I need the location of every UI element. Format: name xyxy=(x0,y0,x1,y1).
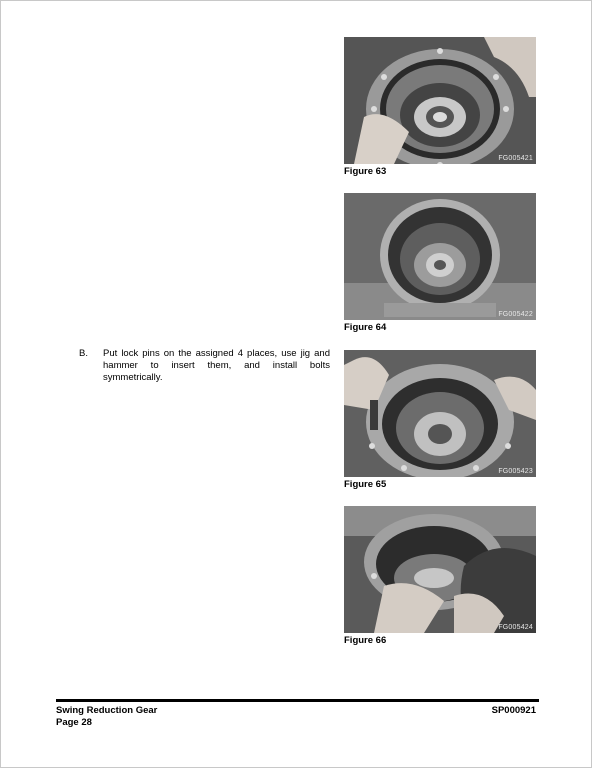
figure-code: FG005424 xyxy=(498,624,533,631)
figure-caption: Figure 64 xyxy=(344,322,387,333)
figure-64 xyxy=(344,193,536,333)
figure-65 xyxy=(344,350,536,490)
figure-photo xyxy=(344,506,536,633)
figure-code: FG005423 xyxy=(498,468,533,475)
figure-code: FG005422 xyxy=(498,311,533,318)
footer-page-number: Page 28 xyxy=(56,717,92,728)
step-letter: B. xyxy=(79,348,88,359)
footer-doc-code: SP000921 xyxy=(491,705,536,716)
figure-66 xyxy=(344,506,536,646)
figure-caption: Figure 66 xyxy=(344,635,387,646)
figure-caption: Figure 65 xyxy=(344,479,387,490)
figure-photo xyxy=(344,193,536,320)
figure-63 xyxy=(344,37,536,177)
footer-section-title: Swing Reduction Gear xyxy=(56,705,158,716)
figure-photo xyxy=(344,350,536,477)
instruction-step xyxy=(79,348,330,384)
figure-photo xyxy=(344,37,536,164)
step-text: Put lock pins on the assigned 4 places, use jig and hammer to insert them, and install bolts symmetrically. xyxy=(103,348,330,383)
figure-code: FG005421 xyxy=(498,155,533,162)
footer-rule xyxy=(56,699,539,702)
figure-caption: Figure 63 xyxy=(344,166,387,177)
